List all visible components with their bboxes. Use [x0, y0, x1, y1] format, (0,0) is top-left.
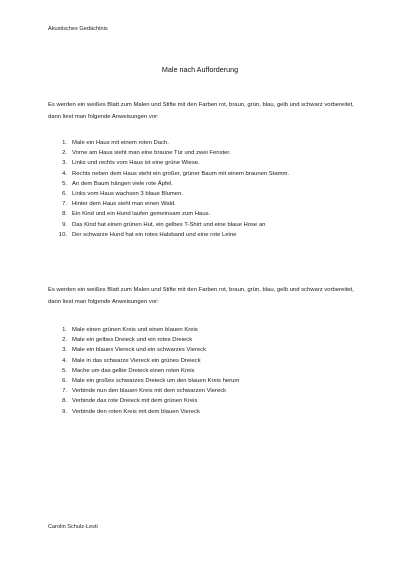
list-item-text: An dem Baum hängen viele rote Äpfel. [72, 180, 173, 187]
list-item-text: Male ein gelbes Dreieck und ein rotes Dreieck [72, 337, 193, 344]
footer-author: Carolin Schulz-Lesti [48, 524, 98, 530]
list-item [48, 325, 239, 335]
list-item-text: Mache um das gelbe Dreieck einen roten Kreis [72, 367, 195, 374]
list-item-number: 2. [62, 337, 67, 344]
list-item [48, 345, 239, 355]
list-item [48, 199, 289, 209]
list-item-number: 1. [62, 140, 67, 146]
list-item [48, 189, 289, 199]
page-title: Male nach Aufforderung [161, 65, 239, 74]
list-item-text: Der schwarze Hund hat ein rotes Halsband und eine rote Leine [72, 231, 237, 238]
list-item-number: 6. [62, 377, 67, 384]
list-item [48, 335, 239, 345]
list-item [48, 169, 289, 179]
list-item [48, 376, 239, 386]
list-item-number: 7. [62, 201, 67, 208]
list-item-text: Male ein großes schwarzes Dreieck um den blauen Kreis herum [72, 377, 240, 384]
list-item [48, 230, 289, 240]
list-item [48, 179, 289, 189]
list-item [48, 356, 239, 366]
list-item [48, 209, 289, 219]
list-item-number: 3. [62, 347, 67, 354]
list-item-number: 5. [62, 180, 67, 187]
list-item-text: Hinter dem Haus sieht man einen Wald. [72, 201, 176, 208]
list-item-text: Vorne am Haus sieht man eine braune Tür und zwei Fenster. [72, 150, 231, 157]
list-item-number: 3. [62, 160, 67, 167]
list-item-number: 8. [62, 211, 67, 218]
list-item-text: Links vom Haus wachsen 3 blaue Blumen. [72, 190, 183, 197]
list-item-number: 7. [62, 388, 67, 395]
list-item [48, 138, 289, 148]
instruction-list-1 [48, 138, 289, 240]
list-item [48, 366, 239, 376]
intro-paragraph-1: Es werden ein weißes Blatt zum Malen und Stifte mit den Farben rot, braun, grün, blau, gelb und schwarz vorbereitet, dann liest man folgende Anweisungen vor: [48, 102, 354, 120]
list-item [48, 148, 289, 158]
list-item-text: Male ein Haus mit einem roten Dach. [72, 140, 169, 146]
list-item-number: 6. [62, 190, 67, 197]
list-item-text: Das Kind hat einen grünen Hut, ein gelbes T-Shirt und eine blaue Hose an [72, 221, 266, 228]
list-item [48, 386, 239, 396]
list-item-text: Links und rechts vom Haus ist eine grüne Wiese. [72, 160, 200, 167]
header-text: Akustisches Gedächtnis [48, 26, 108, 32]
list-item-number: 4. [62, 170, 67, 177]
instruction-list-2 [48, 325, 239, 417]
list-item-number: 2. [62, 150, 67, 157]
list-item-number: 9. [62, 408, 67, 415]
intro-paragraph-2: Es werden ein weißes Blatt zum Malen und Stifte mit den Farben rot, braun, grün, blau, gelb und schwarz vorbereitet, dann liest man folgende Anweisungen vor: [48, 287, 354, 305]
list-item-text: Rechts neben dem Haus steht ein großer, grüner Baum mit einem braunen Stamm. [72, 170, 290, 177]
list-item-number: 1. [62, 327, 67, 333]
list-item [48, 407, 239, 417]
list-item [48, 396, 239, 406]
list-item-number: 10. [58, 231, 67, 238]
list-item-number: 9. [62, 221, 67, 228]
list-item-number: 5. [62, 367, 67, 374]
list-item-text: Verbinde das rote Dreieck mit dem grünen Kreis [72, 398, 198, 405]
list-item-number: 8. [62, 398, 67, 405]
list-item-text: Verbinde nun den blauen Kreis mit dem schwarzen Viereck [72, 388, 227, 395]
list-item-number: 4. [62, 357, 67, 364]
list-item [48, 158, 289, 168]
list-item-text: Male ein blaues Viereck und ein schwarzes Viereck [72, 347, 207, 354]
list-item-text: Male in das schwarze Viereck ein grünes Dreieck [72, 357, 201, 364]
list-item [48, 220, 289, 230]
list-item-text: Ein Kind und ein Hund laufen gemeinsam zum Haus. [72, 211, 211, 218]
list-item-text: Verbinde den roten Kreis mit dem blauen Viereck [72, 408, 200, 415]
list-item-text: Male einen grünen Kreis und einen blauen Kreis [72, 327, 198, 333]
